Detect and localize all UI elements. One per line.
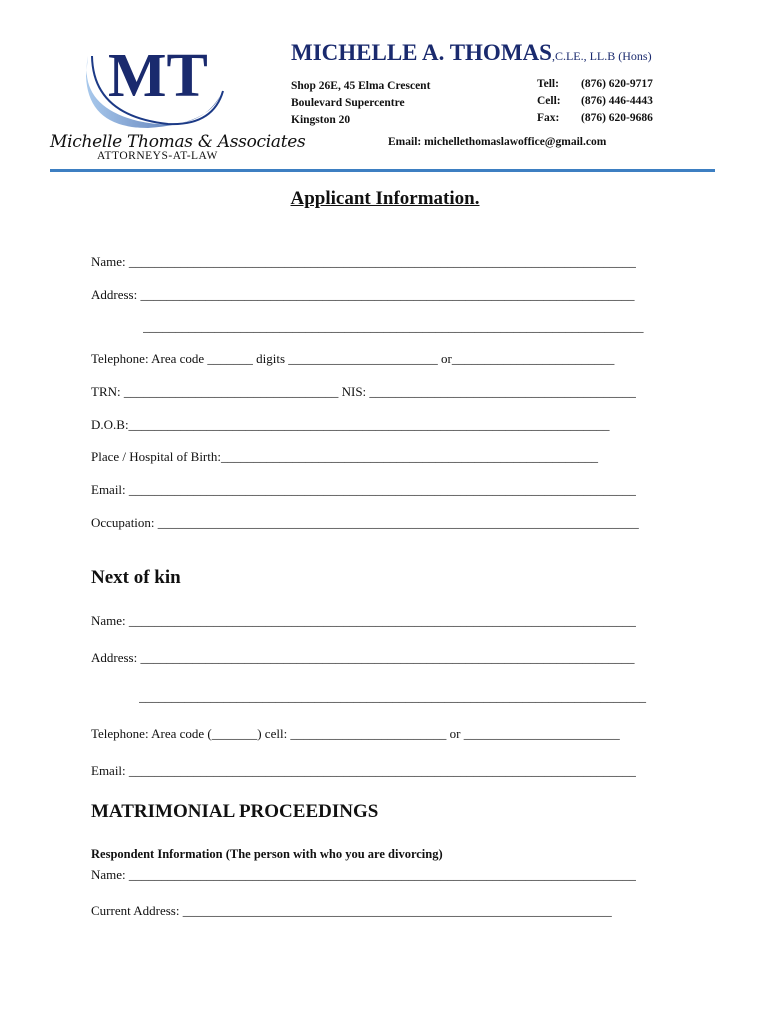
applicant-name-field[interactable]: Name: ______________________________________________________________________________: [91, 254, 636, 269]
office-email: Email: michellethomaslawoffice@gmail.com: [388, 136, 607, 148]
section-heading-matrimonial: MATRIMONIAL PROCEEDINGS: [91, 801, 379, 822]
applicant-telephone-field[interactable]: Telephone: Area code _______ digits _______________________ or_________________________: [91, 351, 615, 366]
kin-name-field[interactable]: Name: ______________________________________________________________________________: [91, 613, 636, 628]
contact-row: Fax: (876) 620-9686: [537, 112, 653, 124]
kin-address-field[interactable]: Address: ____________________________________________________________________________: [91, 650, 635, 665]
lawyer-credentials: ,C.LE., LL.B (Hons): [551, 49, 652, 63]
applicant-trn-nis-field[interactable]: TRN: _________________________________ NIS: _________________________________________: [91, 384, 636, 399]
section-heading-next-of-kin: Next of kin: [91, 567, 181, 588]
respondent-name-field[interactable]: Name: ______________________________________________________________________________: [91, 867, 636, 882]
applicant-birthplace-field[interactable]: Place / Hospital of Birth:__________________________________________________________: [91, 449, 598, 464]
applicant-email-field[interactable]: Email: ______________________________________________________________________________: [91, 482, 636, 497]
contact-numbers: [537, 76, 653, 127]
applicant-occupation-field[interactable]: Occupation: __________________________________________________________________________: [91, 515, 639, 530]
firm-subtitle: ATTORNEYS-AT-LAW: [97, 150, 218, 162]
section-title-applicant: Applicant Information.: [290, 188, 480, 209]
respondent-address-field[interactable]: Current Address: __________________________________________________________________: [91, 903, 612, 918]
lawyer-name: MICHELLE A. THOMAS,C.LE., LL.B (Hons): [291, 40, 652, 65]
address-line: Boulevard Supercentre: [291, 97, 405, 109]
firm-name: Michelle Thomas & Associates: [50, 132, 306, 152]
kin-address-line2[interactable]: ______________________________________________________________________________: [139, 689, 646, 704]
kin-telephone-field[interactable]: Telephone: Area code (_______) cell: ________________________ or ________________________: [91, 726, 620, 741]
applicant-dob-field[interactable]: D.O.B:__________________________________________________________________________: [91, 417, 610, 432]
applicant-address-field[interactable]: Address: ____________________________________________________________________________: [91, 287, 635, 302]
applicant-address-line2[interactable]: _____________________________________________________________________________: [143, 319, 644, 334]
respondent-info-label: Respondent Information (The person with who you are divorcing): [91, 847, 443, 861]
mt-logo-graphic: [48, 36, 263, 146]
header-divider: [50, 169, 715, 172]
contact-row: Cell: (876) 446-4443: [537, 95, 653, 107]
address-line: Shop 26E, 45 Elma Crescent: [291, 80, 431, 92]
contact-row: Tell: (876) 620-9717: [537, 78, 653, 90]
svg-text:MT: MT: [108, 42, 208, 110]
kin-email-field[interactable]: Email: ______________________________________________________________________________: [91, 763, 636, 778]
office-address: [291, 78, 430, 129]
address-line: Kingston 20: [291, 114, 351, 126]
